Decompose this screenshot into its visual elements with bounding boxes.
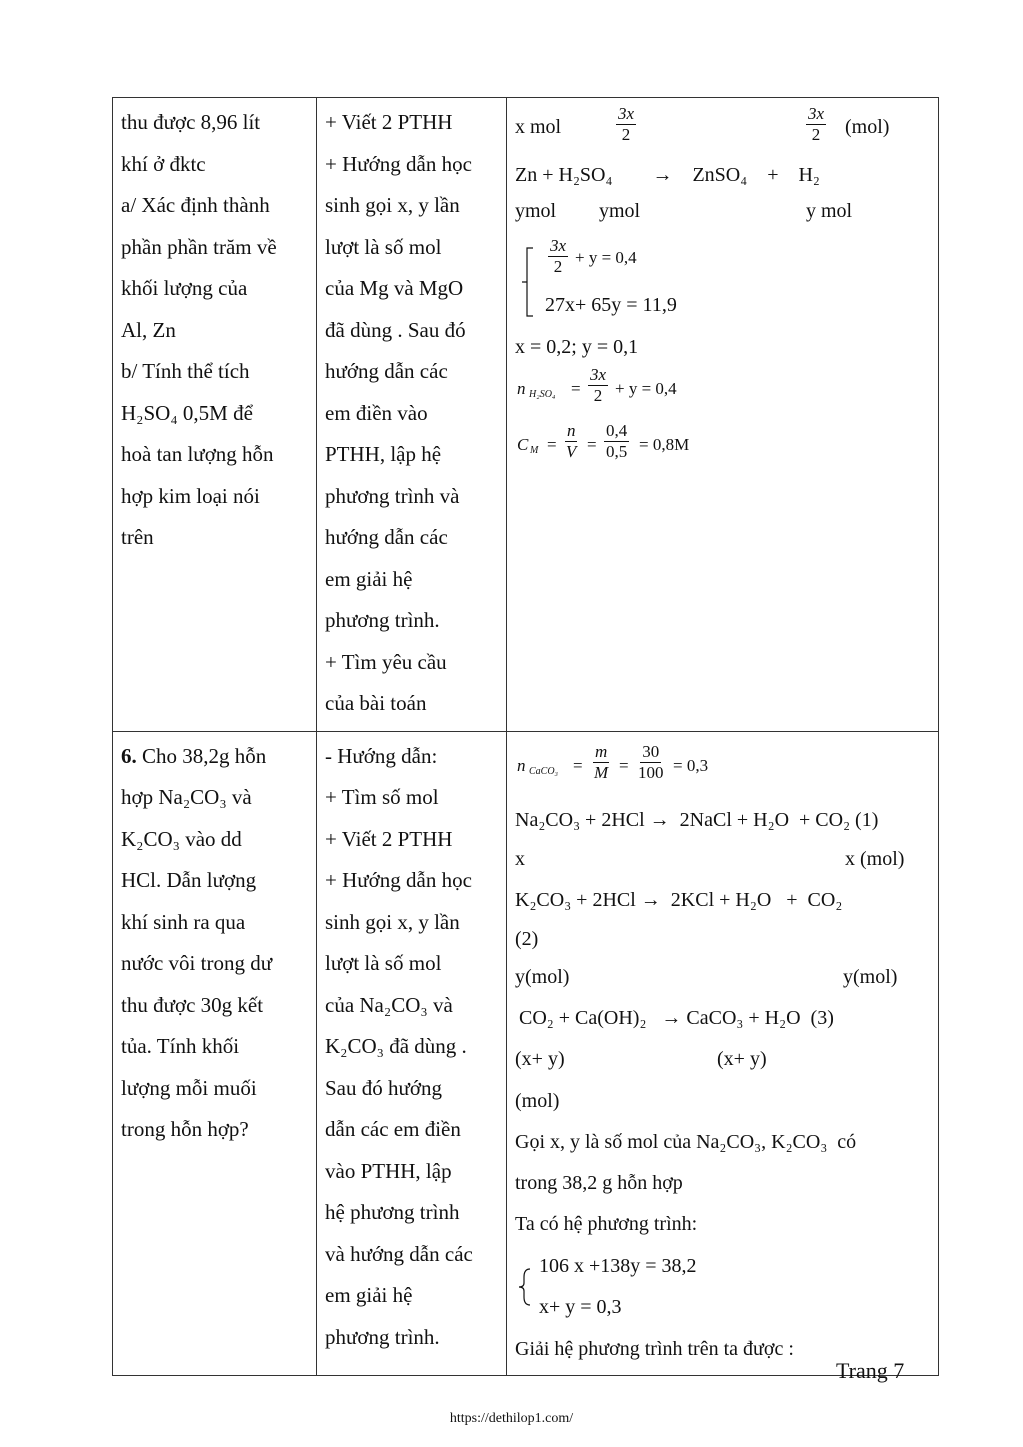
text-line: + Viết 2 PTHH — [325, 110, 453, 134]
text-line: Giải hệ phương trình trên ta được : — [515, 1337, 794, 1360]
text-line: + Viết 2 PTHH — [325, 826, 453, 851]
text-line: khí ở đktc — [121, 151, 206, 176]
eq-line: x x (mol) — [515, 847, 905, 870]
footer-url: https://dethilop1.com/ — [449, 1411, 574, 1426]
equation-system: $\frac{3x}{2}$ + y = 0,4 27x+ 65y = 11,9 x = 0,2; y = 0,1 — [515, 236, 677, 358]
text-line: em giải hệ — [325, 566, 413, 591]
text-line: thu được 8,96 lít — [121, 110, 261, 134]
problem-cell — [113, 98, 317, 732]
text-line: sinh gọi x, y lần — [325, 909, 460, 934]
text-line: hướng dẫn các — [325, 359, 448, 383]
text-line: PTHH, lập hệ — [325, 442, 442, 466]
text-line: tủa. Tính khối — [121, 1034, 240, 1058]
fraction: $\frac{3x}{2}$ — [550, 236, 567, 276]
text-line: Gọi x, y là số mol của Na₂CO₃, K₂CO₃ có — [515, 1130, 857, 1153]
equation-system: 106 x +138y = 38,2 x+ y = 0,3 — [515, 1245, 930, 1329]
eq-line: y(mol) y(mol) — [515, 965, 898, 988]
text-line: Ta có hệ phương trình: — [515, 1212, 698, 1235]
text-line: sinh gọi x, y lần — [325, 193, 460, 217]
text-line: và hướng dẫn các — [325, 1241, 473, 1266]
text-line: của Mg và MgO — [325, 276, 464, 300]
text-line: phần phần trăm về — [121, 234, 277, 259]
guide-cell — [317, 731, 507, 1375]
problem-cell — [113, 731, 317, 1375]
text-line: lượng mỗi muối — [121, 1075, 257, 1100]
text-line: + Hướng dẫn học — [325, 151, 472, 176]
fraction: $\frac{30}{100}$ — [638, 741, 664, 782]
eq-line: ymol ymol y mol — [515, 200, 853, 222]
solution-cell — [507, 98, 939, 732]
text-line: hoà tan lượng hỗn — [121, 442, 274, 466]
text-line: hướng dẫn các — [325, 525, 448, 549]
text-line: dẫn các em điền — [325, 1117, 461, 1141]
text-line: b/ Tính thể tích — [121, 359, 250, 383]
text-line: đã dùng . Sau đó — [325, 317, 466, 342]
text-line: của bài toán — [325, 691, 427, 715]
text-line: hợp kim loại nói — [121, 483, 260, 508]
fraction: $\frac{3x}{2}$ — [618, 104, 635, 144]
text-line: lượt là số mol — [325, 234, 442, 259]
text-line: + Tìm số mol — [325, 785, 439, 809]
text-line: hợp Na₂CO₃ và — [121, 785, 252, 809]
text-line: trong hỗn hợp? — [121, 1117, 249, 1141]
table-row — [113, 98, 939, 732]
text-line: lượt là số mol — [325, 951, 442, 975]
text-line: phương trình. — [325, 1324, 440, 1349]
eq-line: C M = $\frac{n}{V}$ = $\frac{0,4}{0,5}$ = 0,8M — [517, 421, 690, 461]
text-line: em giải hệ — [325, 1283, 413, 1307]
brace-icon — [517, 1267, 533, 1307]
text-line: H₂SO₄ 0,5M để — [121, 400, 253, 425]
eq-line: (mol) — [515, 1089, 560, 1112]
eq-line: Zn + H₂SO₄ → ZnSO₄ + H₂ — [515, 164, 820, 186]
content-table — [112, 97, 939, 1376]
text-line: của Na₂CO₃ và — [325, 992, 453, 1017]
text-line: + Hướng dẫn học — [325, 868, 472, 892]
solution-cell — [507, 731, 939, 1375]
fraction: $\frac{3x}{2}$ — [590, 365, 607, 405]
problem-first-line: 6. Cho 38,2g hỗn — [121, 743, 267, 768]
text-line: + Tìm yêu cầu — [325, 649, 447, 674]
text-line: nước vôi trong dư — [121, 951, 273, 975]
text-line: phương trình. — [325, 608, 440, 632]
text-line: K₂CO₃ đã dùng . — [325, 1034, 467, 1058]
text-line: hệ phương trình — [325, 1200, 460, 1224]
table-row — [113, 731, 939, 1375]
fraction: $\frac{m}{M}$ — [594, 741, 609, 782]
eq-line: K₂CO₃ + 2HCl → 2KCl + H₂O + CO₂ — [515, 888, 843, 911]
text-line: a/ Xác định thành — [121, 193, 270, 217]
text-line: trên — [121, 525, 154, 549]
text-line: vào PTHH, lập — [325, 1158, 452, 1183]
text-line: trong 38,2 g hỗn hợp — [515, 1171, 683, 1194]
text-line: - Hướng dẫn: — [325, 743, 438, 768]
eq-line: x mol $\frac{3x}{2}$ $\frac{3x}{2}$ (mol) — [515, 104, 890, 144]
text-line: em điền vào — [325, 400, 428, 425]
brace-icon — [519, 246, 535, 318]
text-line: K₂CO₃ vào dd — [121, 826, 242, 851]
text-line: HCl. Dẫn lượng — [121, 868, 257, 892]
fraction: $\frac{0,4}{0,5}$ — [606, 421, 628, 461]
eq-line: n CaCO₃ = $\frac{m}{M}$ = $\frac{30}{100}$ = 0,3 — [517, 741, 709, 782]
eq-line: (x+ y) (x+ y) — [515, 1047, 767, 1070]
page-number: Trang 7 — [836, 1358, 905, 1383]
eq-line: CO₂ + Ca(OH)₂ → CaCO₃ + H₂O (3) — [519, 1006, 834, 1029]
eq-line: n H₂SO₄ = $\frac{3x}{2}$ + y = 0,4 — [517, 365, 677, 405]
text-line: phương trình và — [325, 483, 460, 508]
text-line: thu được 30g kết — [121, 992, 264, 1017]
guide-cell — [317, 98, 507, 732]
fraction: $\frac{3x}{2}$ — [808, 104, 825, 144]
text-line: khối lượng của — [121, 276, 248, 300]
eq-line: (2) — [515, 927, 539, 950]
text-line: Sau đó hướng — [325, 1075, 442, 1100]
fraction: $\frac{n}{V}$ — [566, 421, 577, 461]
text-line: Al, Zn — [121, 317, 176, 342]
eq-line: Na₂CO₃ + 2HCl → 2NaCl + H₂O + CO₂ (1) — [515, 808, 879, 831]
text-line: khí sinh ra qua — [121, 909, 246, 934]
